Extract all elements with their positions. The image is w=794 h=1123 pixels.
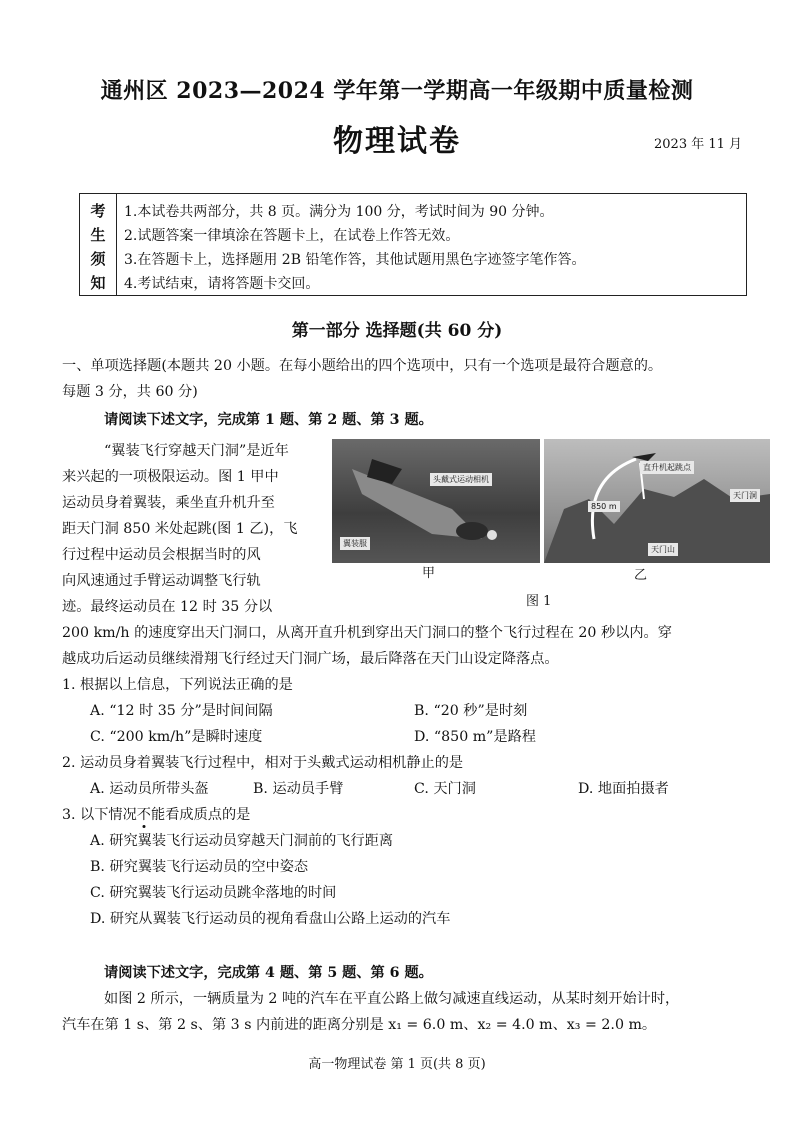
notice-label-char: 知 [90,274,106,292]
question-3-stem [62,804,250,824]
figure-1-panel-b-photo [544,439,770,563]
notice-label-char: 考 [90,202,106,220]
question-3-stem-suffix: 能看成质点的是 [151,807,251,823]
candidate-notice-box [79,193,747,296]
notice-line: 3.在答题卡上，选择题用 2B 铅笔作答，其他试题用黑色字迹签字笔作答。 [124,252,586,268]
question-2-option-d: D. 地面拍摄者 [578,781,669,797]
mountain-label: 天门山 [648,543,678,556]
passage-line: 运动员身着翼装，乘坐直升机升至 [62,495,275,511]
question-2-option-a: A. 运动员所带头盔 [90,781,209,797]
question-1-option-d: D. “850 m”是路程 [414,729,536,745]
passage-line: 越成功后运动员继续滑翔飞行经过天门洞广场，最后降落在天门山设定降落点。 [62,651,559,667]
reading-prompt: 请阅读下述文字，完成第 1 题、第 2 题、第 3 题。 [104,412,433,428]
question-1-option-a: A. “12 时 35 分”是时间间隔 [90,703,273,719]
cave-label: 天门洞 [730,489,760,502]
passage-line: 来兴起的一项极限运动。图 1 甲中 [62,469,279,485]
notice-line: 1.本试卷共两部分，共 8 页。满分为 100 分，考试时间为 90 分钟。 [124,204,554,220]
figure-1 [332,439,770,563]
instructions-line: 每题 3 分，共 60 分) [62,384,198,400]
exam-date: 2023 年 11 月 [654,137,743,152]
figure-1-label-b: 乙 [634,568,648,583]
question-1-option-c: C. “200 km/h”是瞬时速度 [90,729,263,745]
passage-line: 距天门洞 850 米处起跳(图 1 乙)，飞 [62,521,298,537]
question-3-option-d: D. 研究从翼装飞行运动员的视角看盘山公路上运动的汽车 [90,911,451,927]
question-3-option-b: B. 研究翼装飞行运动员的空中姿态 [90,859,309,875]
figure-1-label-a: 甲 [422,566,436,581]
wingsuit-label: 翼装服 [340,537,370,550]
passage-line: “翼装飞行穿越天门洞”是近年 [104,443,289,459]
figure-1-panel-a-photo [332,439,540,563]
passage-line: 200 km/h 的速度穿出天门洞口，从离开直升机到穿出天门洞口的整个飞行过程在 20 秒以内。穿 [62,625,672,641]
notice-label-column [80,194,117,295]
question-3-stem-prefix: 3. 以下情况 [62,807,137,823]
figure-1-caption: 图 1 [526,594,552,609]
subject-title: 物理试卷 [333,124,461,159]
passage-line: 迹。最终运动员在 12 时 35 分以 [62,599,273,615]
notice-line: 4.考试结束，请将答题卡交回。 [124,276,320,292]
question-3-option-a: A. 研究翼装飞行运动员穿越天门洞前的飞行距离 [90,833,394,849]
reading-prompt: 请阅读下述文字，完成第 4 题、第 5 题、第 6 题。 [104,965,433,981]
instructions-line: 一、单项选择题(本题共 20 小题。在每小题给出的四个选项中，只有一个选项是最符合题意的。 [62,358,663,374]
question-2-stem: 2. 运动员身着翼装飞行过程中，相对于头戴式运动相机静止的是 [62,755,464,771]
passage-line: 向风速通过手臂运动调整飞行轨 [62,573,261,589]
question-2-option-c: C. 天门洞 [414,781,476,797]
question-1-option-b: B. “20 秒”是时刻 [414,703,528,719]
question-3-option-c: C. 研究翼装飞行运动员跳伞落地的时间 [90,885,337,901]
passage-line: 汽车在第 1 s、第 2 s、第 3 s 内前进的距离分别是 x₁ = 6.0 m、x₂ = 4.0 m、x₃ = 2.0 m。 [62,1017,657,1033]
question-1-stem: 1. 根据以上信息，下列说法正确的是 [62,677,293,693]
page-footer: 高一物理试卷 第 1 页(共 8 页) [308,1057,486,1072]
question-3-emphasis-word: 不 [136,807,151,823]
camera-label: 头戴式运动相机 [430,473,492,486]
notice-line: 2.试题答案一律填涂在答题卡上，在试卷上作答无效。 [124,228,460,244]
section-heading: 第一部分 选择题(共 60 分) [291,321,503,341]
question-2-option-b: B. 运动员手臂 [253,781,344,797]
notice-label-char: 生 [90,226,106,244]
notice-label-char: 须 [90,250,106,268]
helicopter-jump-point-label: 直升机起跳点 [640,461,694,474]
distance-label: 850 m [588,501,620,512]
passage-line: 如图 2 所示，一辆质量为 2 吨的汽车在平直公路上做匀减速直线运动，从某时刻开始计时， [104,991,680,1007]
exam-title: 通州区 2023—2024 学年第一学期高一年级期中质量检测 [100,78,694,104]
passage-line: 行过程中运动员会根据当时的风 [62,547,261,563]
